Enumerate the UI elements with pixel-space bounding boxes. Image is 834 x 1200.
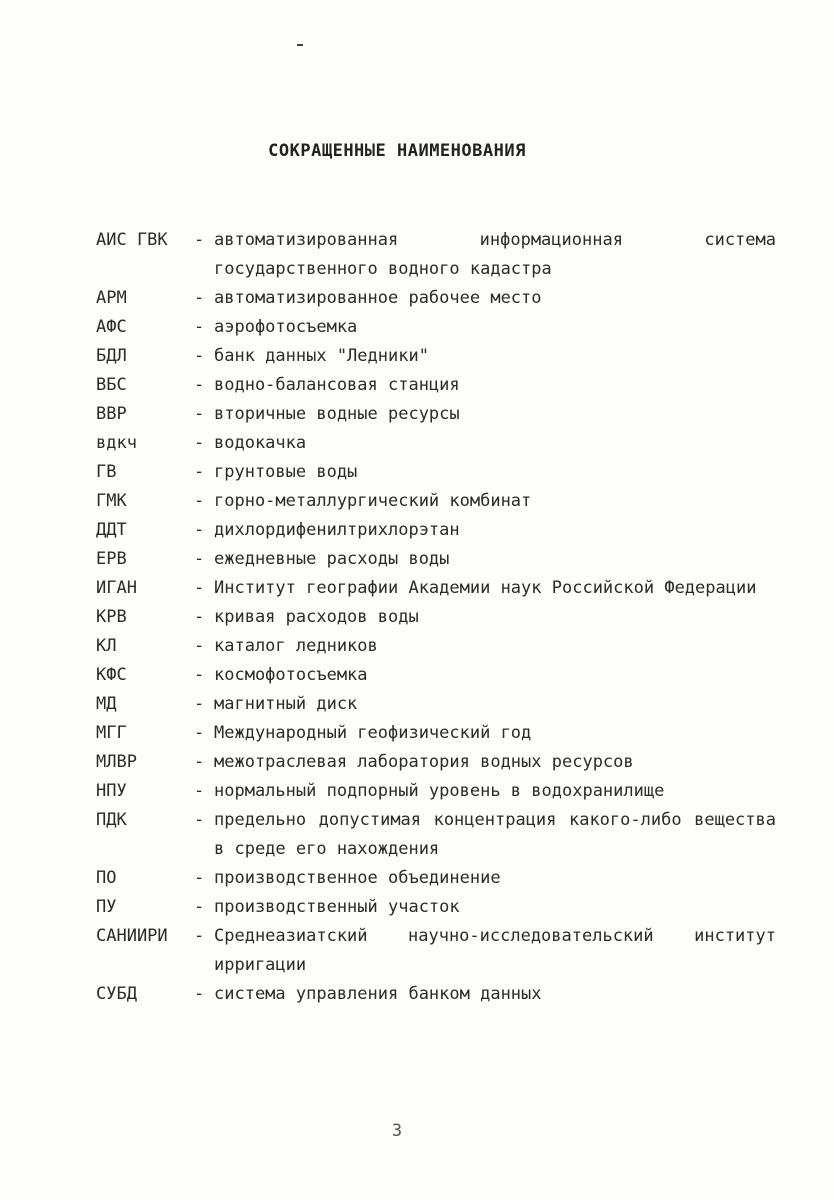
abbreviation: МД xyxy=(96,694,117,714)
list-item xyxy=(96,748,776,777)
definition: водно-балансовая станция xyxy=(214,375,460,395)
abbreviation: САНИИРИ xyxy=(96,926,168,946)
definition: Институт географии Академии наук Российской Федерации xyxy=(214,578,757,598)
definition: кривая расходов воды xyxy=(214,607,419,627)
abbreviation: МГГ xyxy=(96,723,127,743)
definition: Среднеазиатский научно-исследовательский институт ирригации xyxy=(214,926,776,975)
list-item xyxy=(96,545,776,574)
abbreviation: ЕРВ xyxy=(96,549,127,569)
abbreviation: вдкч xyxy=(96,433,137,453)
definition: межотраслевая лаборатория водных ресурсов xyxy=(214,752,634,772)
definition: производственное объединение xyxy=(214,868,501,888)
list-item xyxy=(96,893,776,922)
abbreviation: ВБС xyxy=(96,375,127,395)
dash: - xyxy=(194,404,205,424)
definition: предельно допустимая концентрация какого-либо вещества в среде его нахождения xyxy=(214,810,776,859)
dash: - xyxy=(194,520,205,540)
dash: - xyxy=(194,752,205,772)
abbreviation: ПУ xyxy=(96,897,117,917)
page-title: СОКРАЩЕННЫЕ НАИМЕНОВАНИЯ xyxy=(268,141,526,161)
abbreviation: КФС xyxy=(96,665,127,685)
definition: космофотосъемка xyxy=(214,665,368,685)
abbreviation: ПО xyxy=(96,868,117,888)
abbreviation: ПДК xyxy=(96,810,127,830)
definition: грунтовые воды xyxy=(214,462,358,482)
dash: - xyxy=(194,984,205,1004)
abbreviation-list xyxy=(96,226,776,1009)
list-item xyxy=(96,864,776,893)
abbreviation: НПУ xyxy=(96,781,127,801)
list-item xyxy=(96,719,776,748)
list-item xyxy=(96,313,776,342)
definition: система управления банком данных xyxy=(214,984,542,1004)
dash: - xyxy=(194,636,205,656)
abbreviation: КРВ xyxy=(96,607,127,627)
list-item xyxy=(96,690,776,719)
abbreviation: АРМ xyxy=(96,288,127,308)
abbreviation: ВВР xyxy=(96,404,127,424)
list-item xyxy=(96,516,776,545)
definition: вторичные водные ресурсы xyxy=(214,404,460,424)
abbreviation: ДДТ xyxy=(96,520,127,540)
list-item xyxy=(96,603,776,632)
scan-speck xyxy=(297,44,303,46)
definition: банк данных "Ледники" xyxy=(214,346,429,366)
dash: - xyxy=(194,462,205,482)
list-item xyxy=(96,371,776,400)
definition: магнитный диск xyxy=(214,694,358,714)
definition: дихлордифенилтрихлорэтан xyxy=(214,520,460,540)
page-number: 3 xyxy=(391,1121,403,1141)
abbreviation: КЛ xyxy=(96,636,117,656)
abbreviation: СУБД xyxy=(96,984,137,1004)
list-item xyxy=(96,284,776,313)
dash: - xyxy=(194,897,205,917)
dash: - xyxy=(194,578,205,598)
dash: - xyxy=(194,607,205,627)
dash: - xyxy=(194,665,205,685)
dash: - xyxy=(194,926,205,946)
definition: автоматизированная информационная система государственного водного кадастра xyxy=(214,230,776,279)
dash: - xyxy=(194,694,205,714)
dash: - xyxy=(194,723,205,743)
definition: производственный участок xyxy=(214,897,460,917)
list-item xyxy=(96,226,776,284)
dash: - xyxy=(194,781,205,801)
list-item xyxy=(96,458,776,487)
dash: - xyxy=(194,317,205,337)
dash: - xyxy=(194,230,205,250)
dash: - xyxy=(194,433,205,453)
list-item xyxy=(96,342,776,371)
definition: аэрофотосъемка xyxy=(214,317,358,337)
list-item xyxy=(96,777,776,806)
abbreviation: АИС ГВК xyxy=(96,230,168,250)
list-item xyxy=(96,980,776,1009)
list-item xyxy=(96,806,776,864)
abbreviation: ИГАН xyxy=(96,578,137,598)
list-item xyxy=(96,487,776,516)
definition: автоматизированное рабочее место xyxy=(214,288,542,308)
abbreviation: ГМК xyxy=(96,491,127,511)
definition: ежедневные расходы воды xyxy=(214,549,450,569)
definition: нормальный подпорный уровень в водохранилище xyxy=(214,781,665,801)
dash: - xyxy=(194,810,205,830)
dash: - xyxy=(194,868,205,888)
list-item xyxy=(96,400,776,429)
list-item xyxy=(96,661,776,690)
dash: - xyxy=(194,346,205,366)
definition: каталог ледников xyxy=(214,636,378,656)
dash: - xyxy=(194,375,205,395)
abbreviation: АФС xyxy=(96,317,127,337)
abbreviation: БДЛ xyxy=(96,346,127,366)
dash: - xyxy=(194,549,205,569)
dash: - xyxy=(194,288,205,308)
list-item xyxy=(96,922,776,980)
abbreviation: ГВ xyxy=(96,462,117,482)
list-item xyxy=(96,429,776,458)
list-item xyxy=(96,574,776,603)
abbreviation: МЛВР xyxy=(96,752,137,772)
definition: Международный геофизический год xyxy=(214,723,532,743)
definition: горно-металлургический комбинат xyxy=(214,491,532,511)
dash: - xyxy=(194,491,205,511)
definition: водокачка xyxy=(214,433,307,453)
list-item xyxy=(96,632,776,661)
